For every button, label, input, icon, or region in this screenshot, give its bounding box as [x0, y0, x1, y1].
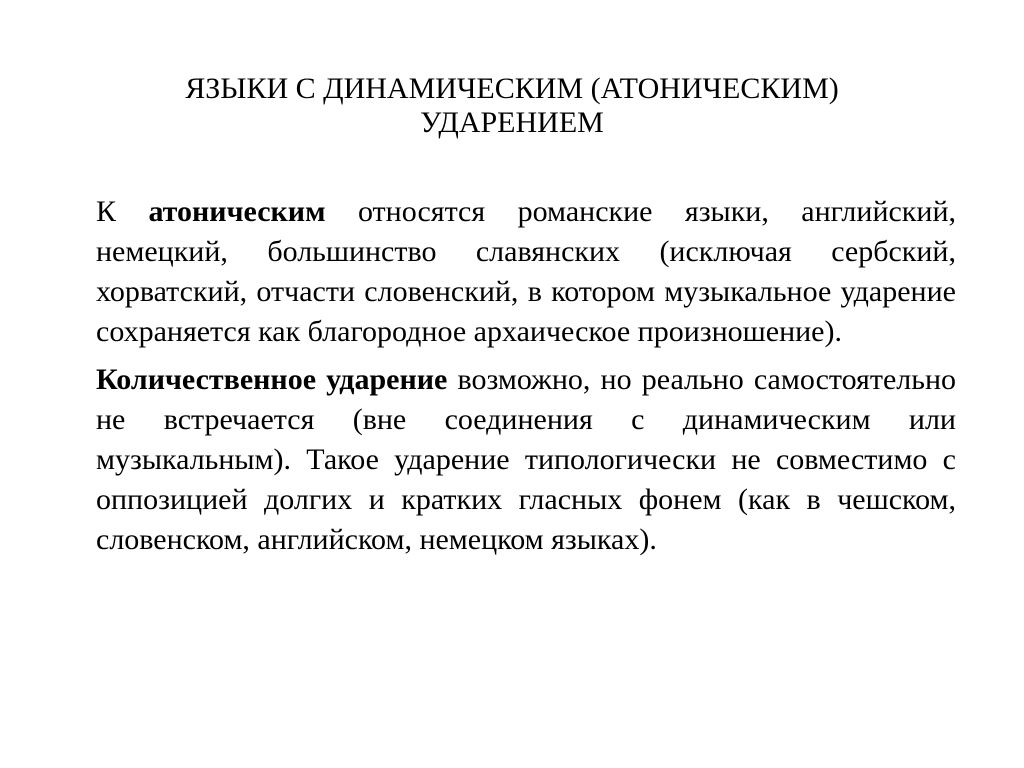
- paragraph-2-term: Количественное ударение: [96, 363, 448, 396]
- slide-body: [96, 192, 956, 560]
- paragraph-atonic-languages: [96, 192, 956, 352]
- paragraph-2-text: возможно, но реально самостоятельно не встречается (вне соединения с динамическим или музыкальным). Такое ударение типологически не совместимо с оппозицией долгих и кратких гласных фонем (как в чешском, словенском, английском, немецком языках).: [96, 363, 956, 556]
- title-line-2: УДАРЕНИЕМ: [420, 106, 604, 139]
- paragraph-1-text: относятся романские языки, английский, немецкий, большинство славянских (исключая сербский, хорватский, отчасти словенский, в котором музыкальное ударение сохраняется как благородное архаическое произношение).: [96, 195, 956, 348]
- paragraph-1-term: атоническим: [148, 195, 326, 228]
- slide-title: [100, 72, 924, 140]
- title-line-1: ЯЗЫКИ С ДИНАМИЧЕСКИМ (АТОНИЧЕСКИМ): [185, 72, 839, 105]
- paragraph-1-lead: К: [96, 195, 149, 228]
- paragraph-quantitative-stress: [96, 360, 956, 560]
